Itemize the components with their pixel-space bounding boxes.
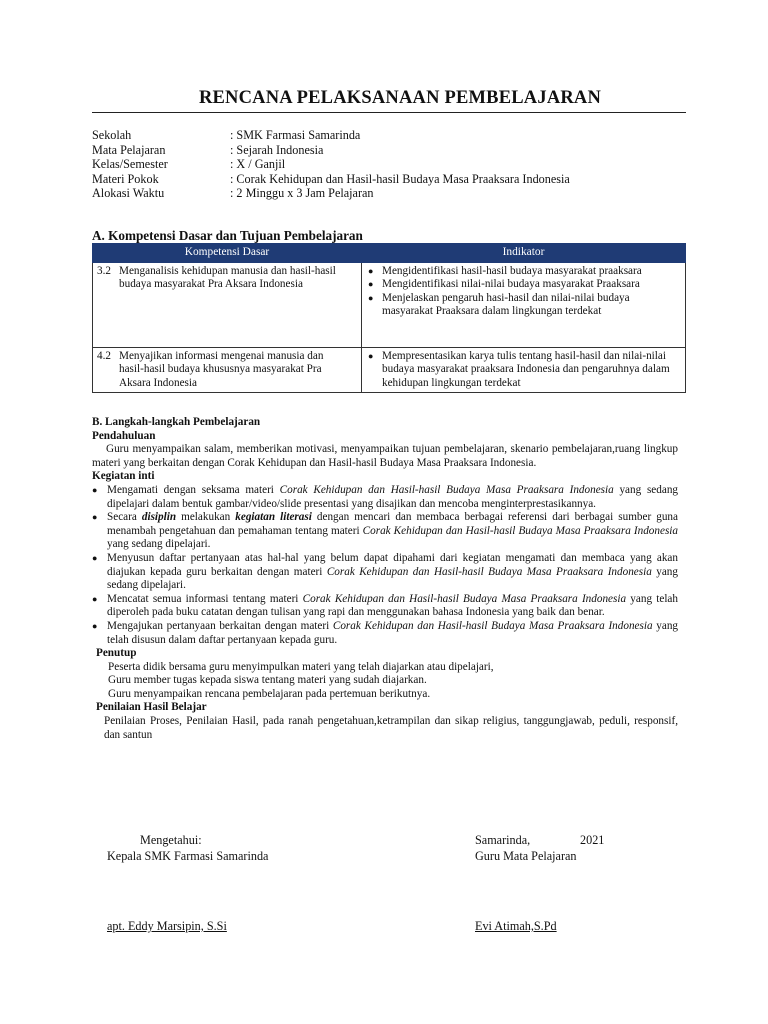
penilaian-heading: Penilaian Hasil Belajar — [96, 701, 207, 714]
text: Mengajukan pertanyaan berkaitan dengan materi — [107, 619, 333, 632]
signature-year: 2021 — [580, 833, 605, 847]
penutup-heading: Penutup — [96, 647, 137, 660]
kd-number: 4.2 — [97, 350, 111, 362]
header-indikator: Indikator — [362, 244, 686, 263]
competency-table — [92, 243, 686, 393]
document-title: RENCANA PELAKSANAAN PEMBELAJARAN — [198, 88, 602, 108]
text: Secara — [107, 511, 142, 524]
signature-right-title: Guru Mata Pelajaran — [475, 849, 577, 863]
kd-cell — [93, 348, 362, 393]
title-underline — [92, 112, 686, 113]
pendahuluan-text: Guru menyampaikan salam, memberikan motivasi, menyampaikan tujuan pembelajaran, skenario pembelajaran,ruang lingkup materi yang berkaitan dengan Corak Kehidupan dan Hasil-hasil Budaya Masa Praaksara Indonesia. — [92, 443, 678, 469]
table-header-row — [93, 244, 686, 263]
info-label: Sekolah — [92, 128, 132, 142]
emphasis: kegiatan literasi — [235, 511, 312, 524]
table-row — [93, 263, 686, 348]
list-item — [92, 593, 678, 620]
list-item: ● Mengidentifikasi hasil-hasil budaya masyarakat praaksara — [366, 265, 681, 278]
text: yang sedang dipelajari. — [107, 538, 211, 551]
pendahuluan-heading: Pendahuluan — [92, 429, 156, 442]
list-item — [92, 552, 678, 593]
info-label: Kelas/Semester — [92, 157, 168, 171]
kd-text: Menganalisis kehidupan manusia dan hasil-hasil budaya masyarakat Pra Aksara Indonesia — [119, 265, 336, 291]
penutup-line: Guru member tugas kepada siswa tentang materi yang sudah diajarkan. — [108, 674, 427, 687]
text: Mencatat semua informasi tentang materi — [107, 592, 303, 605]
info-row-mapel — [92, 143, 692, 158]
list-item: ● Mempresentasikan karya tulis tentang hasil-hasil dan nilai-nilai budaya masyarakat praaksara Indonesia dan pengaruhnya dalam kehidupan lingkungan terdekat — [366, 350, 681, 390]
info-row-sekolah — [92, 128, 692, 143]
info-label: Alokasi Waktu — [92, 186, 165, 200]
section-b-heading: B. Langkah-langkah Pembelajaran — [92, 416, 261, 428]
text: Mengamati dengan seksama materi — [107, 483, 280, 496]
list-item: ● Menjelaskan pengaruh hasi-hasil dan nilai-nilai budaya masyarakat Praaksara dalam lingkungan terdekat — [366, 292, 681, 319]
header-kompetensi: Kompetensi Dasar — [93, 244, 362, 263]
info-value: : Corak Kehidupan dan Hasil-hasil Budaya Masa Praaksara Indonesia — [230, 171, 570, 186]
text: Menyusun daftar pertanyaan atas hal-hal yang belum dapat dipahami dari kegiatan mengamati dan membaca yang akan diajukan kepada guru berkaitan dengan materi — [107, 551, 678, 578]
materi-italic: Corak Kehidupan dan Hasil-hasil Budaya Masa Praaksara Indonesia — [279, 483, 614, 496]
indikator-cell — [362, 348, 686, 393]
info-row-materi — [92, 172, 692, 187]
info-block — [92, 128, 692, 201]
signature-right-name: Evi Atimah,S.Pd — [475, 919, 557, 933]
kegiatan-inti-heading: Kegiatan inti — [92, 470, 155, 483]
info-value: : X / Ganjil — [230, 157, 286, 171]
info-label: Materi Pokok — [92, 171, 159, 186]
section-a-heading: A. Kompetensi Dasar dan Tujuan Pembelajaran — [92, 228, 363, 243]
text: yang sedang dipelajari. — [107, 565, 678, 592]
text: dengan mencari dan membaca berbagai referensi dari berbagai sumber guna menambah pengetahuan dan pemahaman tentang materi — [107, 511, 678, 537]
kd-text: Menyajikan informasi mengenai manusia dan hasil-hasil budaya khususnya masyarakat Pra Aksara Indonesia — [119, 350, 324, 389]
signature-left-label: Mengetahui: — [140, 833, 202, 847]
signature-place: Samarinda, — [475, 833, 531, 847]
text: yang telah disusun dalam daftar pertanyaan kepada guru. — [107, 619, 679, 646]
materi-italic: Corak Kehidupan dan Hasil-hasil Budaya Masa Praaksara Indonesia — [332, 619, 653, 632]
penilaian-text: Penilaian Proses, Penilaian Hasil, pada ranah pengetahuan,ketrampilan dan sikap religius, tanggungjawab, peduli, responsif, dan santun — [104, 715, 678, 741]
materi-italic: Corak Kehidupan dan Hasil-hasil Budaya Masa Praaksara Indonesia — [302, 592, 627, 605]
info-value: : 2 Minggu x 3 Jam Pelajaran — [230, 186, 374, 200]
list-item — [92, 511, 678, 552]
list-item — [92, 484, 678, 511]
kd-cell — [93, 263, 362, 348]
materi-italic: Corak Kehidupan dan Hasil-hasil Budaya Masa Praaksara Indonesia — [326, 565, 652, 578]
info-value: : SMK Farmasi Samarinda — [230, 128, 361, 142]
penutup-line: Peserta didik bersama guru menyimpulkan materi yang telah diajarkan atau dipelajari, — [108, 660, 494, 673]
penutup-line: Guru menyampaikan rencana pembelajaran pada pertemuan berikutnya. — [108, 687, 431, 700]
text: yang telah diperoleh pada buku catatan dengan tulisan yang rapi dan menggunakan bahasa Indonesia yang baik dan benar. — [107, 592, 678, 619]
list-item — [92, 620, 678, 647]
kd-number: 3.2 — [97, 265, 111, 277]
list-item: ● Mengidentifikasi nilai-nilai budaya masyarakat Praaksara — [366, 278, 681, 291]
kegiatan-inti-list — [92, 484, 678, 647]
text: melakukan — [176, 511, 236, 524]
signature-left-name: apt. Eddy Marsipin, S.Si — [107, 919, 227, 933]
info-row-alokasi — [92, 186, 692, 201]
info-row-kelas — [92, 157, 692, 172]
materi-italic: Corak Kehidupan dan Hasil-hasil Budaya Masa Praaksara Indonesia — [362, 524, 679, 537]
info-label: Mata Pelajaran — [92, 142, 166, 157]
signature-left-title: Kepala SMK Farmasi Samarinda — [107, 849, 269, 863]
table-row — [93, 348, 686, 393]
indikator-cell — [362, 263, 686, 348]
emphasis: disiplin — [141, 511, 177, 524]
info-value: : Sejarah Indonesia — [230, 142, 324, 157]
text: yang sedang dipelajari dalam bentuk gambar/video/slide presentasi yang disajikan dan mencoba menginterprestasikannya. — [107, 483, 679, 510]
section-b — [92, 416, 678, 742]
